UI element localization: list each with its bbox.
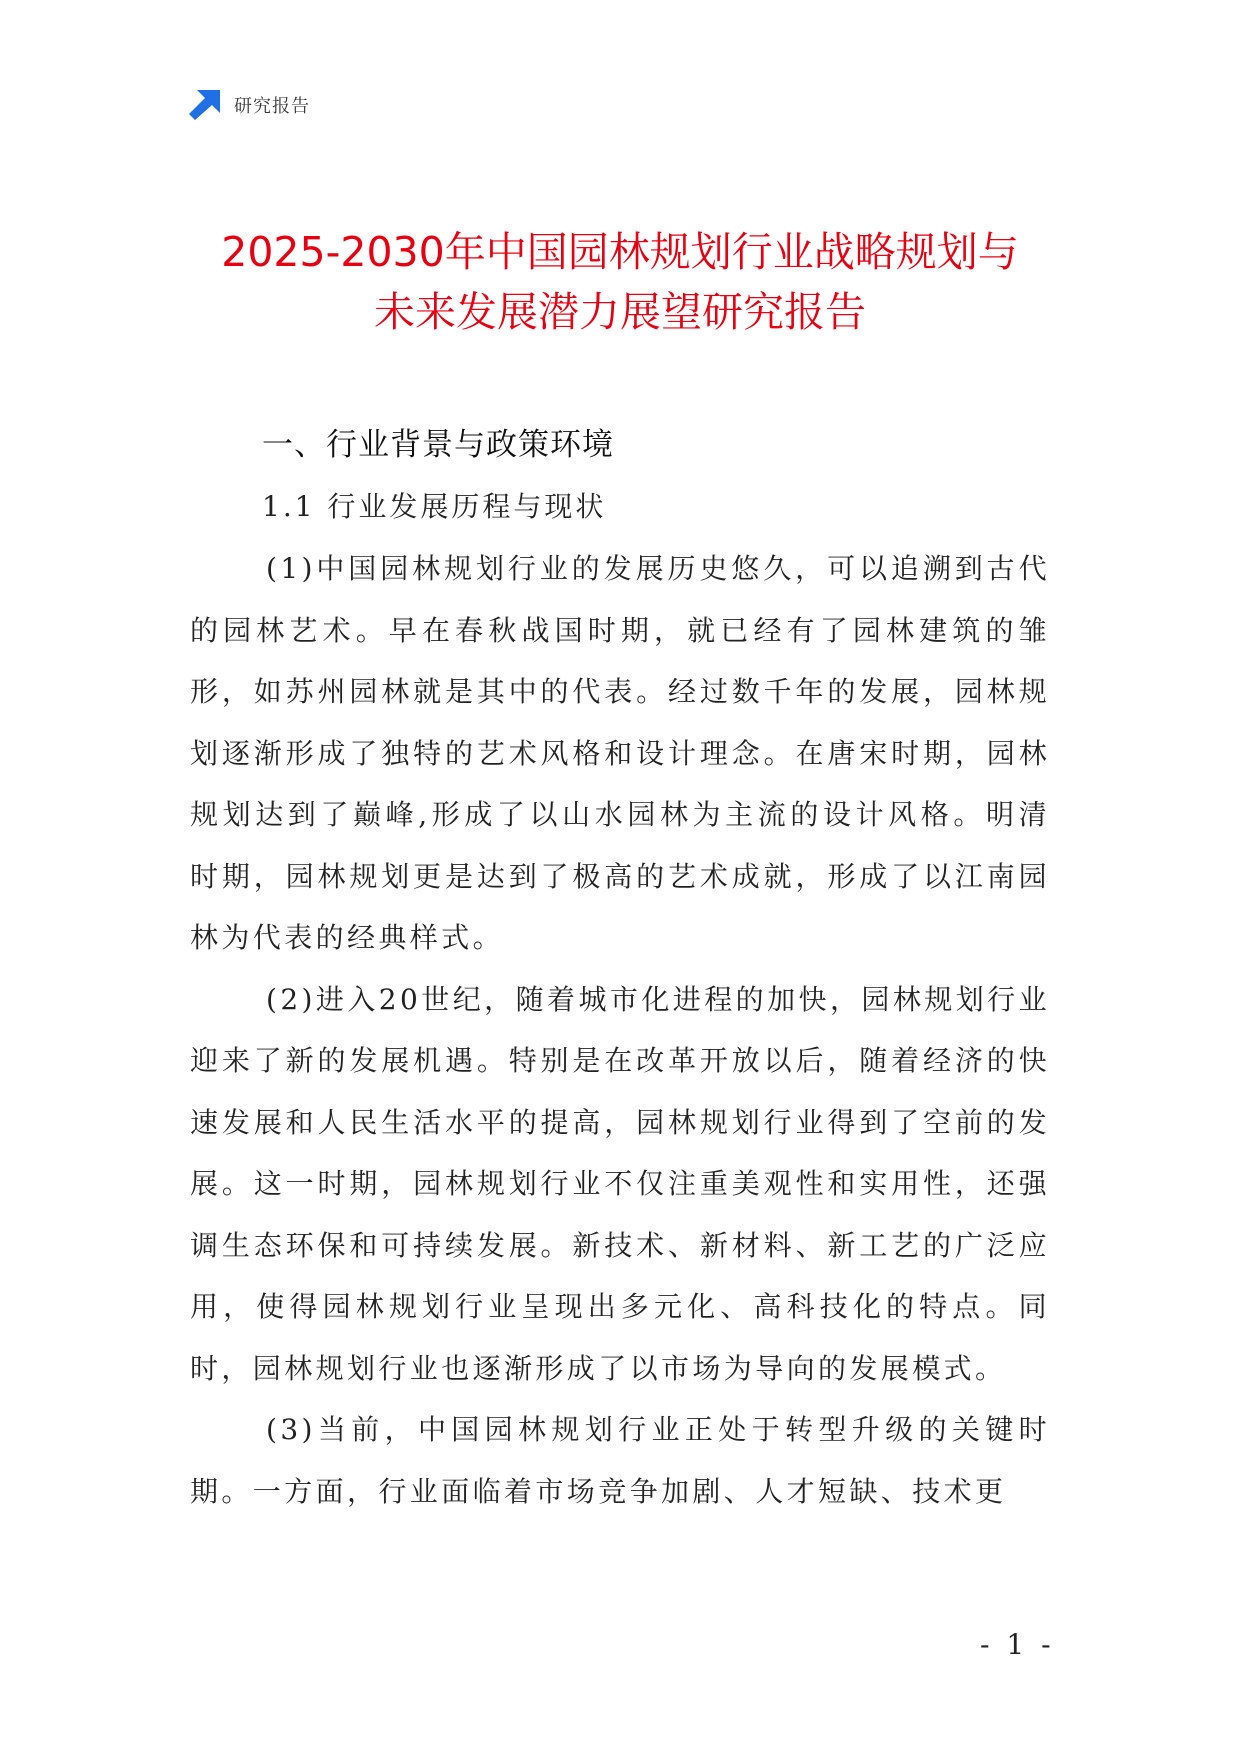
title-line-1: 2025-2030年中国园林规划行业战略规划与 (221, 228, 1019, 276)
section-heading: 一、行业背景与政策环境 (262, 427, 614, 463)
page-number: - 1 - (980, 1628, 1055, 1661)
page-header (188, 90, 310, 120)
document-body (190, 414, 1050, 1522)
arrow-up-right-icon (188, 90, 220, 120)
paragraph-2: (2)进入20世纪，随着城市化进程的加快，园林规划行业迎来了新的发展机遇。特别是在改革开放以后，随着经济的快速发展和人民生活水平的提高，园林规划行业得到了空前的发展。这一时期，园林规划行业不仅注重美观性和实用性，还强调生态环保和可持续发展。新技术、新材料、新工艺的广泛应用，使得园林规划行业呈现出多元化、高科技化的特点。同时，园林规划行业也逐渐形成了以市场为导向的发展模式。 (190, 982, 1050, 1385)
title-line-2: 未来发展潜力展望研究报告 (374, 288, 866, 336)
header-label: 研究报告 (234, 96, 310, 117)
paragraph-3: (3)当前，中国园林规划行业正处于转型升级的关键时期。一方面，行业面临着市场竞争加剧、人才短缺、技术更 (190, 1413, 1050, 1508)
document-title (150, 222, 1090, 342)
paragraph-1: (1)中国园林规划行业的发展历史悠久，可以追溯到古代的园林艺术。早在春秋战国时期，就已经有了园林建筑的雏形，如苏州园林就是其中的代表。经过数千年的发展，园林规划逐渐形成了独特的艺术风格和设计理念。在唐宋时期，园林规划达到了巅峰,形成了以山水园林为主流的设计风格。明清时期，园林规划更是达到了极高的艺术成就，形成了以江南园林为代表的经典样式。 (190, 552, 1050, 954)
subsection-heading: 1.1 行业发展历程与现状 (262, 490, 607, 523)
